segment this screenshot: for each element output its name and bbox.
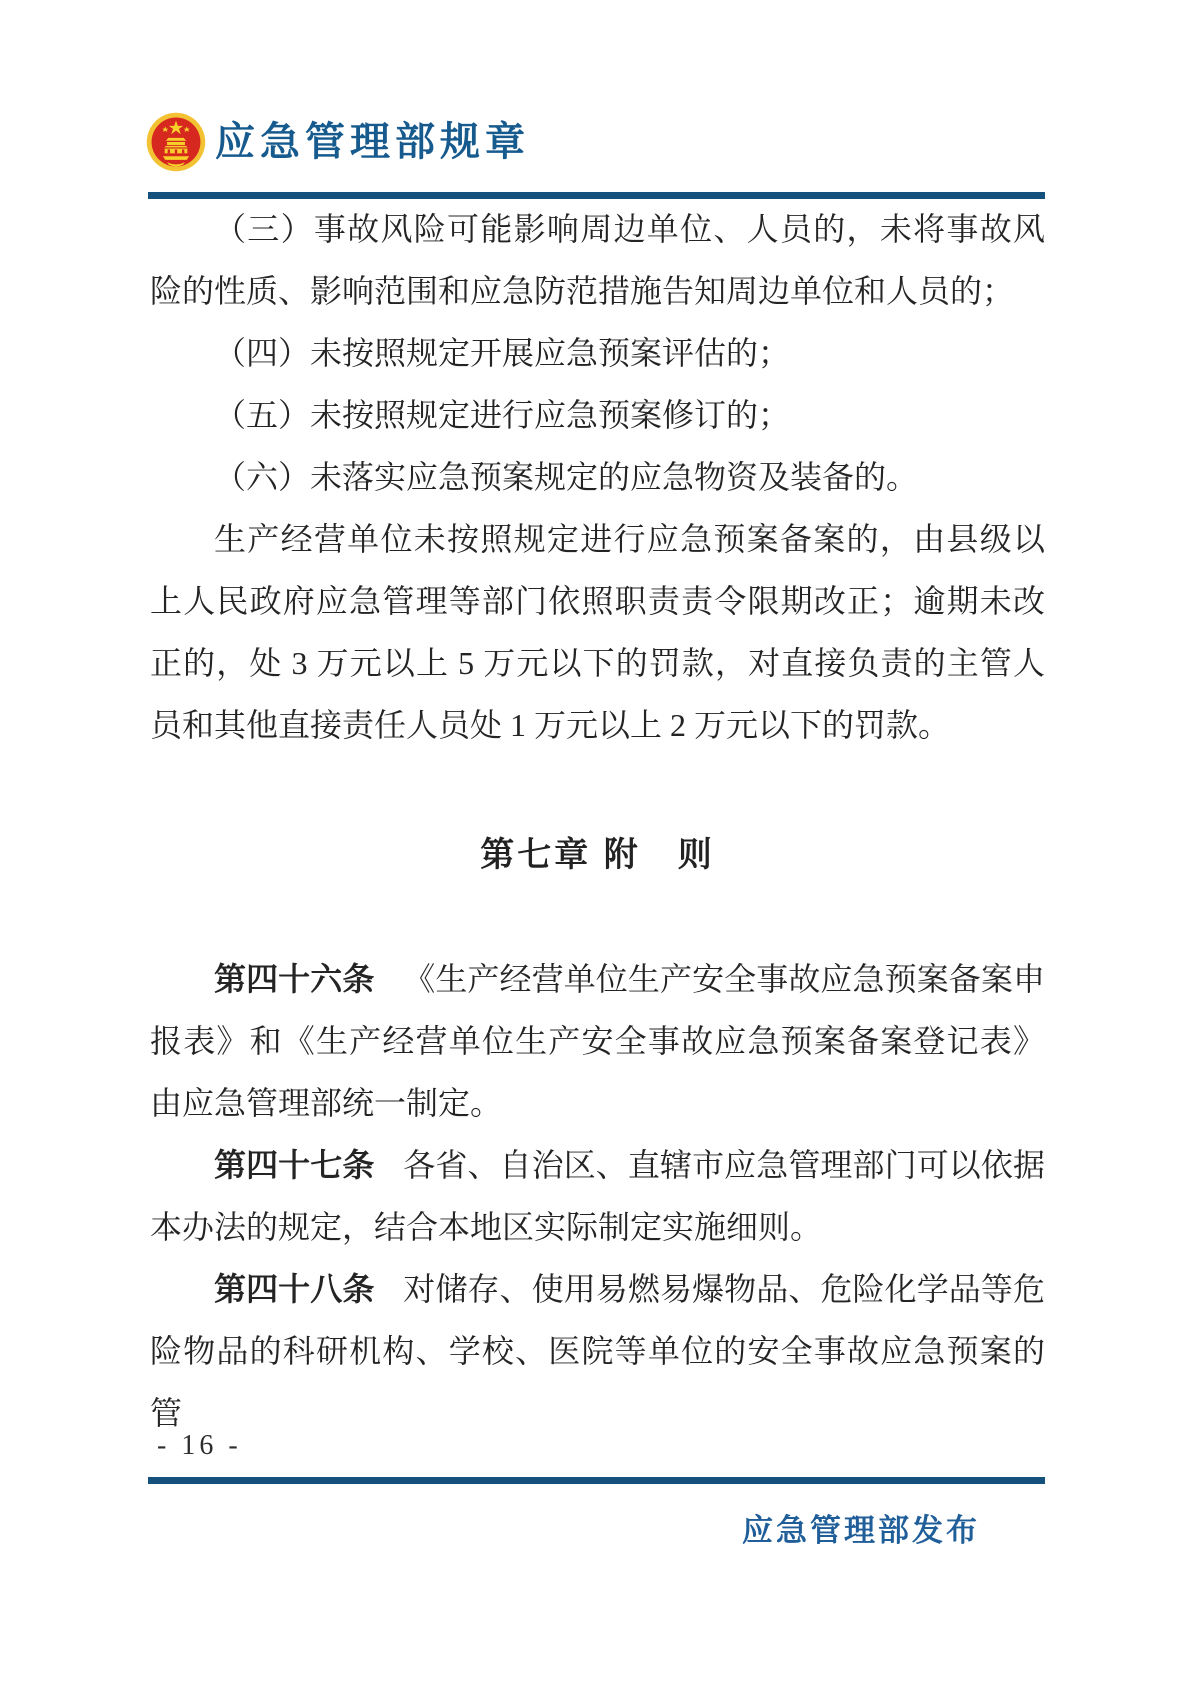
article-paragraph	[150, 948, 1045, 1134]
publisher-label: 应急管理部发布	[742, 1513, 980, 1548]
page-title: 应急管理部规章	[215, 120, 530, 164]
clause-paragraph: （六）未落实应急预案规定的应急物资及装备的。	[214, 459, 919, 495]
article-paragraph	[150, 1258, 1045, 1444]
article-number: 第四十七条	[214, 1147, 375, 1183]
clause-paragraph: （四）未按照规定开展应急预案评估的；	[214, 335, 791, 371]
document-body	[150, 198, 1045, 1444]
clause-paragraph: （三）事故风险可能影响周边单位、人员的，未将事故风险的性质、影响范围和应急防范措施告知周边单位和人员的；	[150, 211, 1045, 309]
clause-paragraph: （五）未按照规定进行应急预案修订的；	[214, 397, 791, 433]
chapter-heading: 第七章 附 则	[480, 836, 715, 874]
article-text: 对储存、使用易燃易爆物品、危险化学品等危险物品的科研机构、学校、医院等单位的安全事故应急预案的管	[150, 1271, 1045, 1431]
article-text: 各省、自治区、直辖市应急管理部门可以依据本办法的规定，结合本地区实际制定实施细则。	[150, 1147, 1045, 1245]
article-text: 《生产经营单位生产安全事故应急预案备案申报表》和《生产经营单位生产安全事故应急预案备案登记表》由应急管理部统一制定。	[150, 961, 1045, 1121]
article-number: 第四十八条	[214, 1271, 375, 1307]
article-paragraph	[150, 1134, 1045, 1258]
footer-rule	[148, 1477, 1045, 1484]
penalty-paragraph: 生产经营单位未按照规定进行应急预案备案的，由县级以上人民政府应急管理等部门依照职责责令限期改正；逾期未改正的，处 3 万元以上 5 万元以下的罚款，对直接负责的主管人员和其他直接责任人员处 1 万元以上 2 万元以下的罚款。	[150, 521, 1045, 743]
national-emblem-icon	[146, 111, 206, 173]
page-header	[146, 111, 530, 173]
page-number: - 16 -	[157, 1430, 242, 1461]
article-number: 第四十六条	[214, 961, 375, 997]
